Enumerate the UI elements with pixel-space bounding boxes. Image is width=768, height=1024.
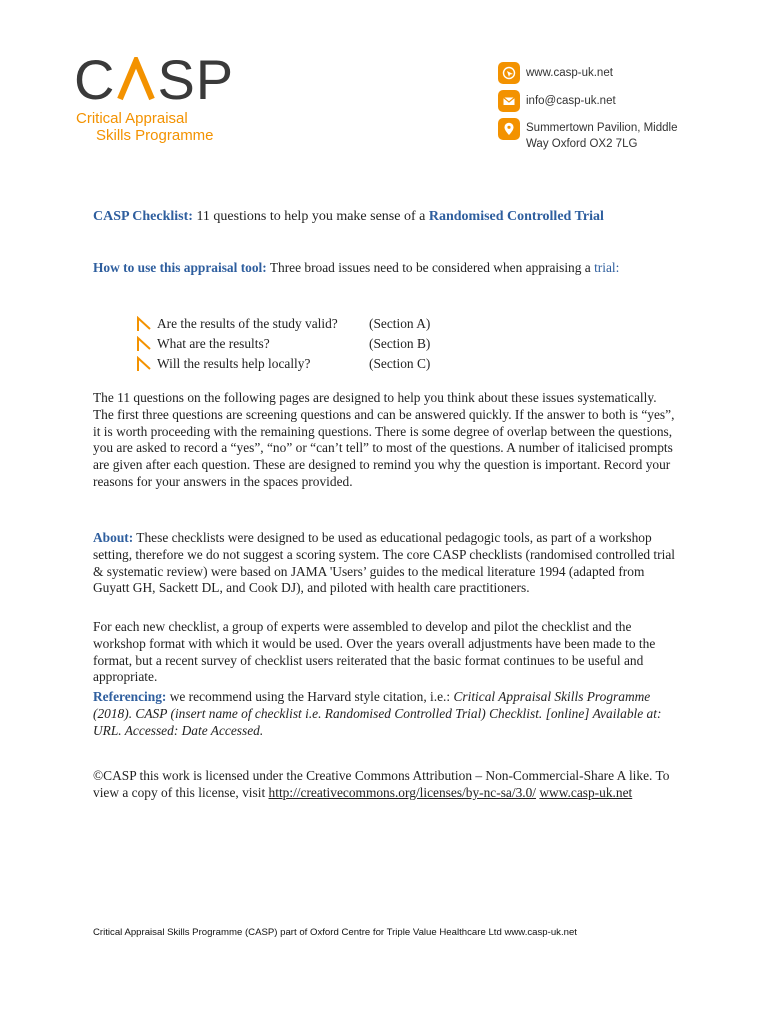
how-to-paragraph bbox=[93, 260, 678, 277]
license-text: ©CASP this work is licensed under the Creative Commons Attribution – Non-Commercial-Share A like. To view a copy of this license, visit bbox=[93, 768, 670, 800]
title-emphasis: Randomised Controlled Trial bbox=[428, 209, 604, 224]
email-link[interactable]: info@casp-uk.net bbox=[526, 95, 616, 107]
globe-icon bbox=[498, 62, 520, 84]
logo-a-chevron-icon bbox=[116, 57, 156, 101]
title-text: 11 questions to help you make sense of a bbox=[192, 209, 429, 224]
question-text: Are the results of the study valid? bbox=[157, 316, 338, 331]
page-footer: Critical Appraisal Skills Programme (CASP) part of Oxford Centre for Triple Value Healthcare Ltd www.casp-uk.net bbox=[93, 927, 577, 938]
mail-icon bbox=[498, 90, 520, 112]
question-text: What are the results? bbox=[157, 336, 270, 351]
logo-subtitle-line2: Skills Programme bbox=[96, 127, 214, 144]
referencing-paragraph bbox=[93, 689, 678, 739]
new-checklist-paragraph: For each new checklist, a group of experts were assembled to develop and pilot the checklist and the workshop format with which it would be used. Over the years overall adjustments have been made to the format, but a recent survey of checklist users reiterated that the basic format continues to be useful and appropriate. bbox=[93, 619, 656, 685]
question-section: (Section B) bbox=[369, 336, 431, 351]
logo-letter-c: C bbox=[74, 48, 116, 111]
site-link[interactable]: www.casp-uk.net bbox=[539, 784, 633, 800]
intro-paragraph: The 11 questions on the following pages are designed to help you think about these issues systematically. The first three questions are screening questions and can be answered quickly. If the answer to both is “yes”, it is worth proceeding with the remaining questions. There is some degree of overlap between the questions, you are asked to record a “yes”, “no” or “can’t tell” to most of the questions. A number of italicised prompts are given after each question. These are designed to remind you why the question is important. Record your reasons for your answers in the spaces provided. bbox=[93, 390, 675, 489]
chevron-bullet-icon bbox=[136, 356, 152, 372]
address-line1: Summertown Pavilion, Middle bbox=[526, 122, 678, 134]
about-text: These checklists were designed to be used as educational pedagogic tools, as part of a workshop setting, therefore we do not suggest a scoring system. The core CASP checklists (randomised controlled trial & systematic review) were based on JAMA 'Users’ guides to the medical literature 1994 (adapted from Guyatt GH, Sackett DL, and Cook DJ), and piloted with health care practitioners. bbox=[93, 530, 675, 596]
about-paragraph bbox=[93, 530, 678, 597]
location-icon bbox=[498, 118, 520, 140]
license-link[interactable]: http://creativecommons.org/licenses/by-nc-sa/3.0/ bbox=[268, 784, 537, 800]
page-title bbox=[93, 209, 604, 225]
referencing-label: Referencing: bbox=[93, 689, 167, 704]
website-link[interactable]: www.casp-uk.net bbox=[526, 67, 613, 79]
question-section: (Section A) bbox=[369, 316, 431, 331]
how-to-label: How to use this appraisal tool: bbox=[93, 260, 267, 275]
about-label: About: bbox=[93, 530, 134, 545]
license-paragraph bbox=[93, 768, 678, 802]
logo-subtitle-line1: Critical Appraisal bbox=[76, 110, 188, 127]
casp-logo bbox=[74, 50, 234, 110]
referencing-text: we recommend using the Harvard style citation, i.e.: bbox=[166, 689, 454, 704]
how-to-trailing: : bbox=[615, 260, 620, 275]
chevron-bullet-icon bbox=[136, 316, 152, 332]
logo-letters-sp: SP bbox=[157, 48, 235, 111]
referencing-citation: Critical Appraisal Skills Programme (2018). CASP (insert name of checklist i.e. Randomised Controlled Trial) Checklist. [online] Available at: URL. Accessed: Date Accessed. bbox=[93, 689, 662, 738]
title-label: CASP Checklist: bbox=[93, 209, 193, 224]
how-to-link-word: trial bbox=[594, 260, 616, 275]
chevron-bullet-icon bbox=[136, 336, 152, 352]
address-line2: Way Oxford OX2 7LG bbox=[526, 138, 638, 150]
how-to-text: Three broad issues need to be considered when appraising a bbox=[266, 260, 595, 275]
question-section: (Section C) bbox=[369, 356, 431, 371]
question-text: Will the results help locally? bbox=[157, 356, 311, 371]
